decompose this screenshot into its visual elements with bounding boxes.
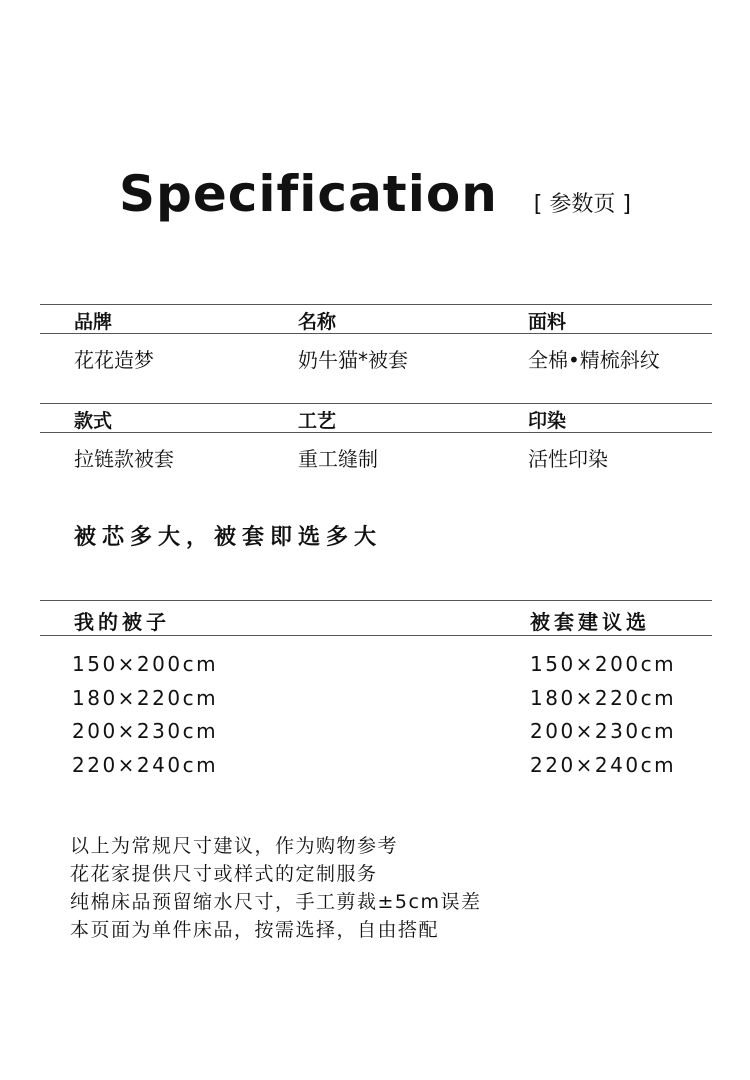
spec-value-dyeing: 活性印染 [528, 447, 608, 471]
size-cover-value: 180×220cm [530, 685, 677, 710]
spec-header-row [40, 403, 712, 433]
spec-header-style: 款式 [74, 410, 113, 432]
spec-value-name: 奶牛猫*被套 [298, 348, 408, 372]
spec-value-brand: 花花造梦 [74, 348, 154, 372]
title-main: Specification [119, 165, 498, 223]
size-row [40, 719, 712, 753]
note-line: 本页面为单件床品，按需选择，自由搭配 [70, 919, 440, 941]
spec-header-dyeing: 印染 [528, 410, 567, 432]
size-cover-value: 220×240cm [530, 752, 677, 777]
size-row [40, 652, 712, 686]
spec-header-row [40, 304, 712, 334]
note-line: 花花家提供尺寸或样式的定制服务 [70, 863, 378, 885]
size-quilt-value: 180×220cm [72, 685, 219, 710]
spec-header-craft: 工艺 [298, 410, 337, 432]
size-table [40, 600, 712, 777]
spec-table-1 [40, 304, 712, 386]
size-quilt-value: 150×200cm [72, 652, 219, 676]
title-subtitle: [ 参数页 ] [533, 192, 631, 217]
size-quilt-value: 220×240cm [72, 752, 219, 777]
spec-value-style: 拉链款被套 [74, 447, 174, 471]
size-header-row [40, 600, 712, 636]
spec-value-fabric: 全棉•精梳斜纹 [528, 348, 660, 372]
spec-header-name: 名称 [298, 311, 337, 333]
spec-header-fabric: 面料 [528, 311, 567, 333]
size-slogan: 被芯多大，被套即选多大 [74, 525, 383, 550]
size-quilt-value: 200×230cm [72, 719, 219, 743]
size-row [40, 753, 712, 787]
note-line: 纯棉床品预留缩水尺寸，手工剪裁±5cm误差 [70, 891, 482, 913]
size-cover-value: 200×230cm [530, 719, 677, 743]
spec-value-craft: 重工缝制 [298, 447, 378, 471]
size-cover-value: 150×200cm [530, 652, 677, 676]
size-row [40, 686, 712, 720]
notes [70, 832, 481, 944]
size-list [40, 652, 712, 786]
spec-value-row [40, 433, 712, 485]
page-title [0, 165, 750, 223]
spec-value-row [40, 334, 712, 386]
spec-header-brand: 品牌 [74, 311, 113, 333]
note-line: 以上为常规尺寸建议，作为购物参考 [70, 835, 399, 857]
spec-table-2 [40, 403, 712, 485]
size-header-quilt: 我的被子 [74, 610, 170, 634]
size-header-cover: 被套建议选 [530, 610, 650, 634]
